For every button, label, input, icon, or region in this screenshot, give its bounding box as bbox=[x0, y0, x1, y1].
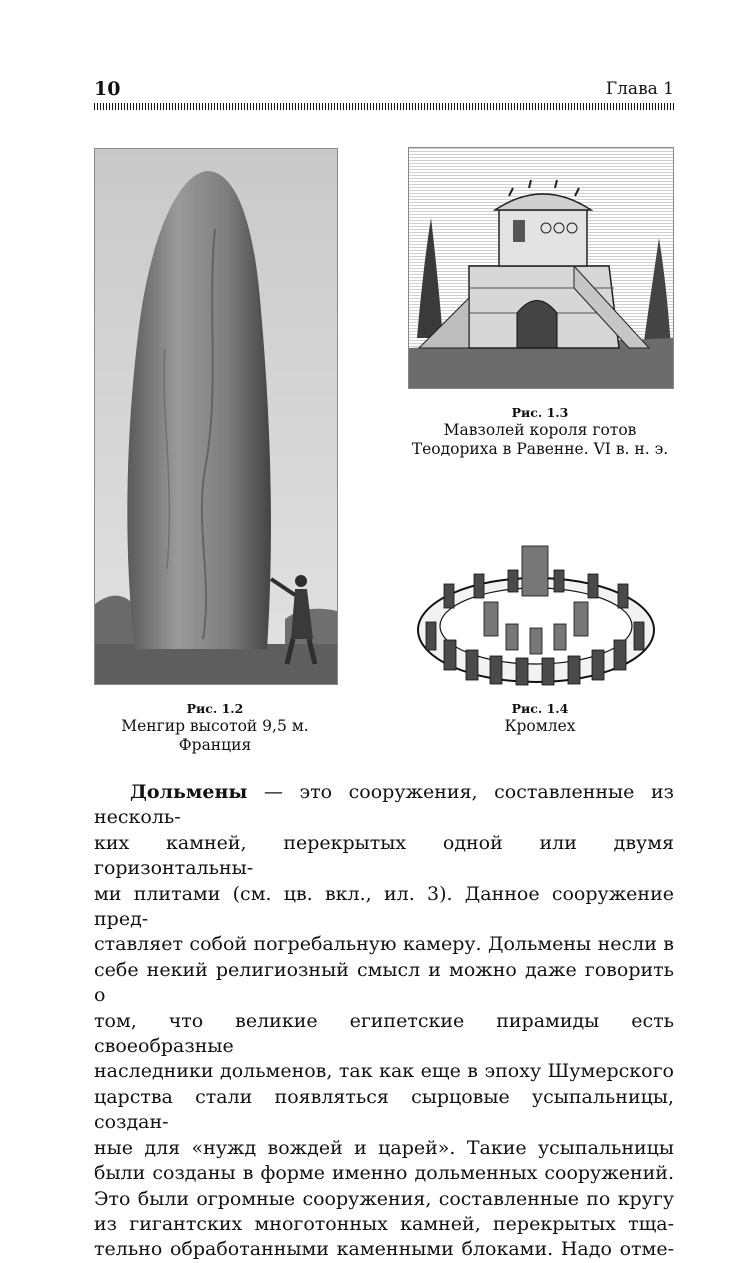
text-line: наследники дольменов, так как еще в эпоху Шумерского bbox=[94, 1060, 674, 1083]
mausoleum-illustration bbox=[409, 148, 673, 388]
figure-number: Рис. 1.3 bbox=[511, 405, 569, 420]
text-line: ставляет собой погребальную камеру. Дольмены несли в bbox=[94, 933, 674, 956]
caption-line: Кромлех bbox=[504, 717, 576, 735]
cromlech-illustration bbox=[414, 542, 658, 687]
text-line: ми плитами (см. цв. вкл., ил. 3). Данное сооружение пред- bbox=[94, 882, 674, 931]
header-rule bbox=[94, 103, 674, 110]
text-line: себе некий религиозный смысл и можно даже говорить о bbox=[94, 958, 674, 1007]
lead-term: Дольмены bbox=[130, 781, 248, 803]
chapter-title: Глава 1 bbox=[605, 79, 674, 99]
line-text: — это сооружения, составленные из несколь- bbox=[94, 781, 674, 829]
text-line: ные для «нужд вождей и царей». Такие усыпальницы bbox=[94, 1136, 674, 1159]
caption-line: Франция bbox=[178, 736, 252, 754]
menhir-illustration bbox=[95, 149, 337, 684]
body-paragraph bbox=[94, 780, 674, 1263]
menhir-photo bbox=[94, 148, 338, 685]
figure-number: Рис. 1.2 bbox=[186, 701, 244, 716]
caption-line: Менгир высотой 9,5 м. bbox=[121, 717, 309, 735]
figure-caption-1-2 bbox=[94, 700, 336, 755]
text-line: Это были огромные сооружения, составленные по кругу bbox=[94, 1187, 674, 1210]
mausoleum-engraving bbox=[408, 147, 674, 389]
text-line: царства стали появляться сырцовые усыпальницы, создан- bbox=[94, 1085, 674, 1134]
figure-caption-1-4 bbox=[408, 700, 672, 736]
text-line: том, что великие египетские пирамиды есть своеобразные bbox=[94, 1009, 674, 1058]
text-line: из гигантских многотонных камней, перекрытых тща- bbox=[94, 1212, 674, 1235]
text-line bbox=[94, 780, 674, 831]
caption-line: Теодориха в Равенне. VI в. н. э. bbox=[411, 440, 669, 458]
caption-line: Мавзолей короля готов bbox=[443, 421, 637, 439]
cromlech-drawing bbox=[414, 542, 658, 687]
figure-number: Рис. 1.4 bbox=[511, 701, 569, 716]
text-line: были созданы в форме именно дольменных сооружений. bbox=[94, 1162, 674, 1185]
figure-caption-1-3 bbox=[390, 404, 690, 459]
page-number: 10 bbox=[94, 78, 121, 100]
running-header bbox=[94, 78, 674, 102]
text-line: ких камней, перекрытых одной или двумя горизонтальны- bbox=[94, 831, 674, 880]
text-line: тельно обработанными каменными блоками. Надо отме- bbox=[94, 1238, 674, 1261]
